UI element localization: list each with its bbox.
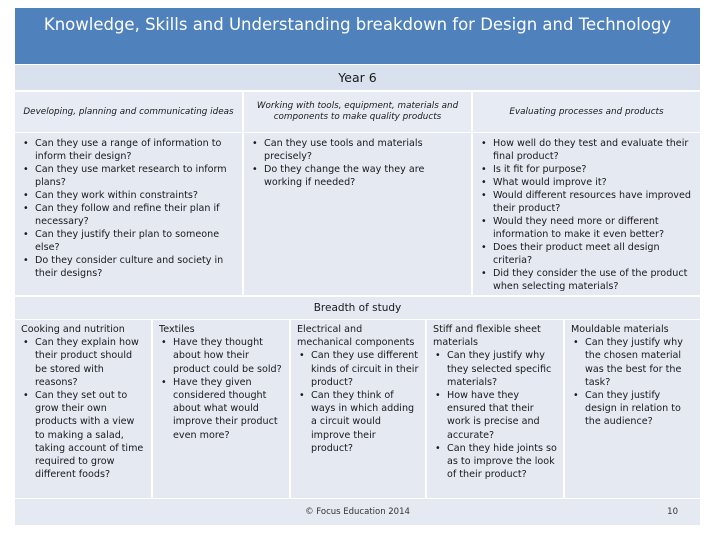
list-item: • How well do they test and evaluate their final product? [479,137,694,163]
list-item: • Does their product meet all design criteria? [479,241,694,267]
column-evaluating [473,133,700,295]
footer [15,499,700,525]
list-item: • Did they consider the use of the product when selecting materials? [479,267,694,293]
list-item: • Have they given considered thought about what would improve their product even more? [159,376,283,442]
copyright-notice: © Focus Education 2014 [305,507,410,517]
column-making [244,133,471,295]
list-item: • Can they use different kinds of circuit in their product? [297,349,419,389]
bullet-list [433,349,557,481]
list-item: • Can they use tools and materials precisely? [250,137,465,163]
bullet-list [159,336,283,442]
list-item: • What would improve it? [479,176,694,189]
breadth-column-mouldable [565,320,700,498]
column-planning [15,133,242,295]
list-item: • Would they need more or different information to make it even better? [479,215,694,241]
list-item: • Can they use market research to inform plans? [21,163,236,189]
list-item: • Can they justify why the chosen material was the best for the task? [571,336,694,389]
column-heading-label: Evaluating processes and products [509,106,664,117]
breadth-column-electrical [291,320,425,498]
breadth-column-textiles [153,320,289,498]
list-item: • Is it fit for purpose? [479,163,694,176]
list-item: • Can they explain how their product should be stored with reasons? [21,336,145,389]
list-item: • Can they justify design in relation to the audience? [571,389,694,429]
breadth-column-title: Stiff and flexible sheet materials [433,324,541,349]
breadth-column-title: Cooking and nutrition [21,324,125,335]
page-number: 10 [667,507,678,517]
list-item: • Can they use a range of information to inform their design? [21,137,236,163]
list-item: • Can they work within constraints? [21,189,236,202]
column-heading-evaluating [473,92,700,132]
list-item: • Can they justify why they selected specific materials? [433,349,557,389]
bullet-list [571,336,694,428]
bullet-list [479,137,694,293]
breadth-column-title: Mouldable materials [571,324,669,335]
list-item: • Can they set out to grow their own products with a view to making a salad, taking account of time required to grow different foods? [21,389,145,481]
list-item: • Can they follow and refine their plan if necessary? [21,202,236,228]
column-heading-planning [15,92,242,132]
breadth-of-study-heading: Breadth of study [15,297,700,319]
column-heading-label: Working with tools, equipment, materials and components to make quality products [256,101,459,122]
breadth-column-sheet-materials [427,320,563,498]
bullet-list [21,137,236,280]
list-item: • Can they justify their plan to someone else? [21,228,236,254]
breadth-column-cooking [15,320,151,498]
list-item: • Have they thought about how their product could be sold? [159,336,283,376]
bullet-list [21,336,145,481]
bullet-list [297,349,419,455]
list-item: • Would different resources have improved their product? [479,189,694,215]
list-item: • How have they ensured that their work is precise and accurate? [433,389,557,442]
column-heading-label: Developing, planning and communicating ideas [23,106,234,117]
list-item: • Can they hide joints so as to improve the look of their product? [433,442,557,482]
page-title: Knowledge, Skills and Understanding breakdown for Design and Technology [15,8,700,64]
breadth-column-title: Textiles [159,324,195,335]
list-item: • Can they think of ways in which adding a circuit would improve their product? [297,389,419,455]
column-heading-making [244,92,471,132]
breadth-column-title: Electrical and mechanical components [297,324,415,349]
year-heading: Year 6 [15,65,700,90]
list-item: • Do they consider culture and society in their designs? [21,254,236,280]
list-item: • Do they change the way they are working if needed? [250,163,465,189]
bullet-list [250,137,465,189]
